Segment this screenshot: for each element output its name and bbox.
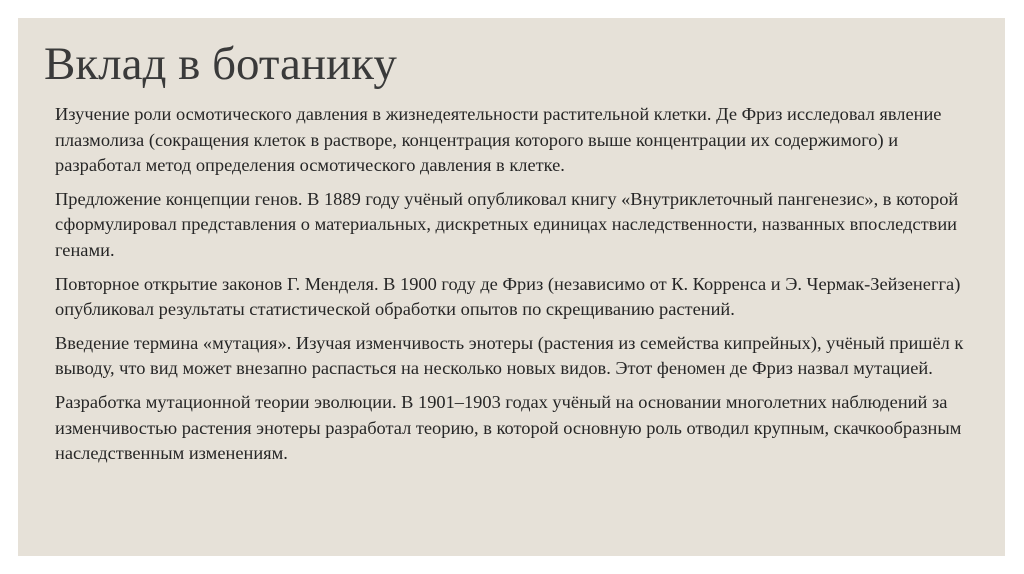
slide-title: Вклад в ботанику: [44, 38, 397, 90]
paragraph-osmotic-pressure: Изучение роли осмотического давления в жизнедеятельности растительной клетки. Де Фриз исследовал явление плазмолиза (сокращения клеток в растворе, концентрация которого выше концентрации их содержимого) и разработал метод определения осмотического давления в клетке.: [55, 104, 942, 176]
paragraph-mendel-rediscovery: Повторное открытие законов Г. Менделя. В 1900 году де Фриз (независимо от К. Корренса и Э. Чермак-Зейзенегга) опубликовал результаты статистической обработки опытов по скрещиванию растений.: [55, 273, 961, 320]
slide: [18, 18, 1005, 556]
paragraph-gene-concept: Предложение концепции генов. В 1889 году учёный опубликовал книгу «Внутриклеточный пангенезис», в которой сформулировал представления о материальных, дискретных единицах наследственности, названных впоследствии генами.: [55, 188, 959, 260]
paragraph-mutation-term: Введение термина «мутация». Изучая изменчивость энотеры (растения из семейства кипрейных), учёный пришёл к выводу, что вид может внезапно распасться на несколько новых видов. Этот феномен де Фриз назвал мутацией.: [55, 332, 964, 379]
paragraph-mutation-theory: Разработка мутационной теории эволюции. В 1901–1903 годах учёный на основании многолетних наблюдений за изменчивостью растения энотеры разработал теорию, в которой основную роль отводил крупным, скачкообразным наследственным изменениям.: [55, 391, 962, 464]
slide-body: [55, 102, 975, 475]
